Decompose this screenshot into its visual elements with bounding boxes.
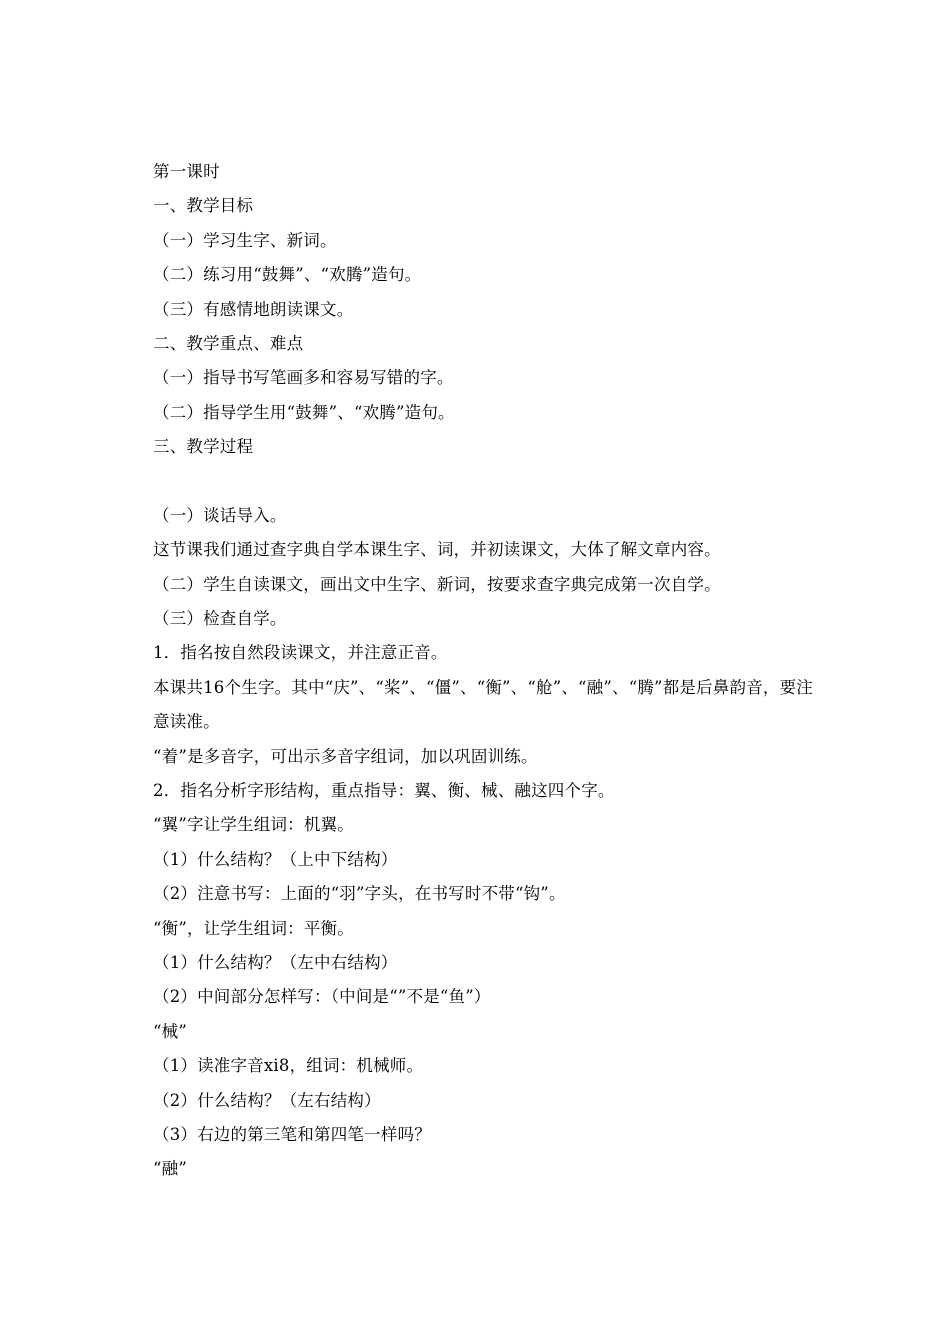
char-heng-heading: “衡”，让学生组词：平衡。 (153, 918, 354, 938)
section-heading-process: 三、教学过程 (153, 437, 254, 457)
char-xie-heading: “械” (153, 1021, 187, 1041)
document-body (153, 155, 813, 1187)
char-heng-point-1: （1）什么结构？（左中右结构） (153, 953, 398, 973)
check-item-2: 2．指名分析字形结构，重点指导：翼、衡、械、融这四个字。 (153, 781, 615, 801)
check-item-1: 1．指名按自然段读课文，并注意正音。 (153, 643, 448, 663)
blank-line (153, 465, 813, 499)
focus-item-2: （二）指导学生用“鼓舞”、“欢腾”造句。 (153, 402, 455, 422)
paragraph-new-characters: 本课共16个生字。其中“庆”、“桨”、“僵”、“衡”、“舱”、“融”、“腾”都是后鼻韵音，要注意读准。 (153, 677, 813, 732)
char-xie-point-3: （3）右边的第三笔和第四笔一样吗？ (153, 1124, 431, 1144)
char-yi-heading: “翼”字让学生组词：机翼。 (153, 815, 354, 835)
section-heading-goals: 一、教学目标 (153, 196, 254, 216)
char-yi-point-1: （1）什么结构？（上中下结构） (153, 849, 398, 869)
goal-item-3: （三）有感情地朗读课文。 (153, 299, 354, 319)
process-step-2: （二）学生自读课文，画出文中生字、新词，按要求查字典完成第一次自学。 (153, 574, 721, 594)
char-rong-heading: “融” (153, 1159, 187, 1179)
goal-item-2: （二）练习用“鼓舞”、“欢腾”造句。 (153, 265, 422, 285)
char-heng-point-2: （2）中间部分怎样写：（中间是“”不是“鱼”） (153, 987, 491, 1007)
process-step-1: （一）谈话导入。 (153, 505, 287, 525)
lesson-title: 第一课时 (153, 162, 220, 181)
char-yi-point-2: （2）注意书写：上面的“羽”字头，在书写时不带“钩”。 (153, 884, 566, 904)
paragraph-intro: 这节课我们通过查字典自学本课生字、词，并初读课文，大体了解文章内容。 (153, 540, 721, 560)
paragraph-polyphone: “着”是多音字，可出示多音字组词，加以巩固训练。 (153, 746, 538, 766)
char-xie-point-2: （2）什么结构？（左右结构） (153, 1090, 381, 1110)
section-heading-focus: 二、教学重点、难点 (153, 333, 304, 353)
process-step-3: （三）检查自学。 (153, 609, 287, 629)
focus-item-1: （一）指导书写笔画多和容易写错的字。 (153, 368, 454, 388)
goal-item-1: （一）学习生字、新词。 (153, 230, 337, 250)
char-xie-point-1: （1）读准字音xi8，组词：机械师。 (153, 1056, 424, 1076)
